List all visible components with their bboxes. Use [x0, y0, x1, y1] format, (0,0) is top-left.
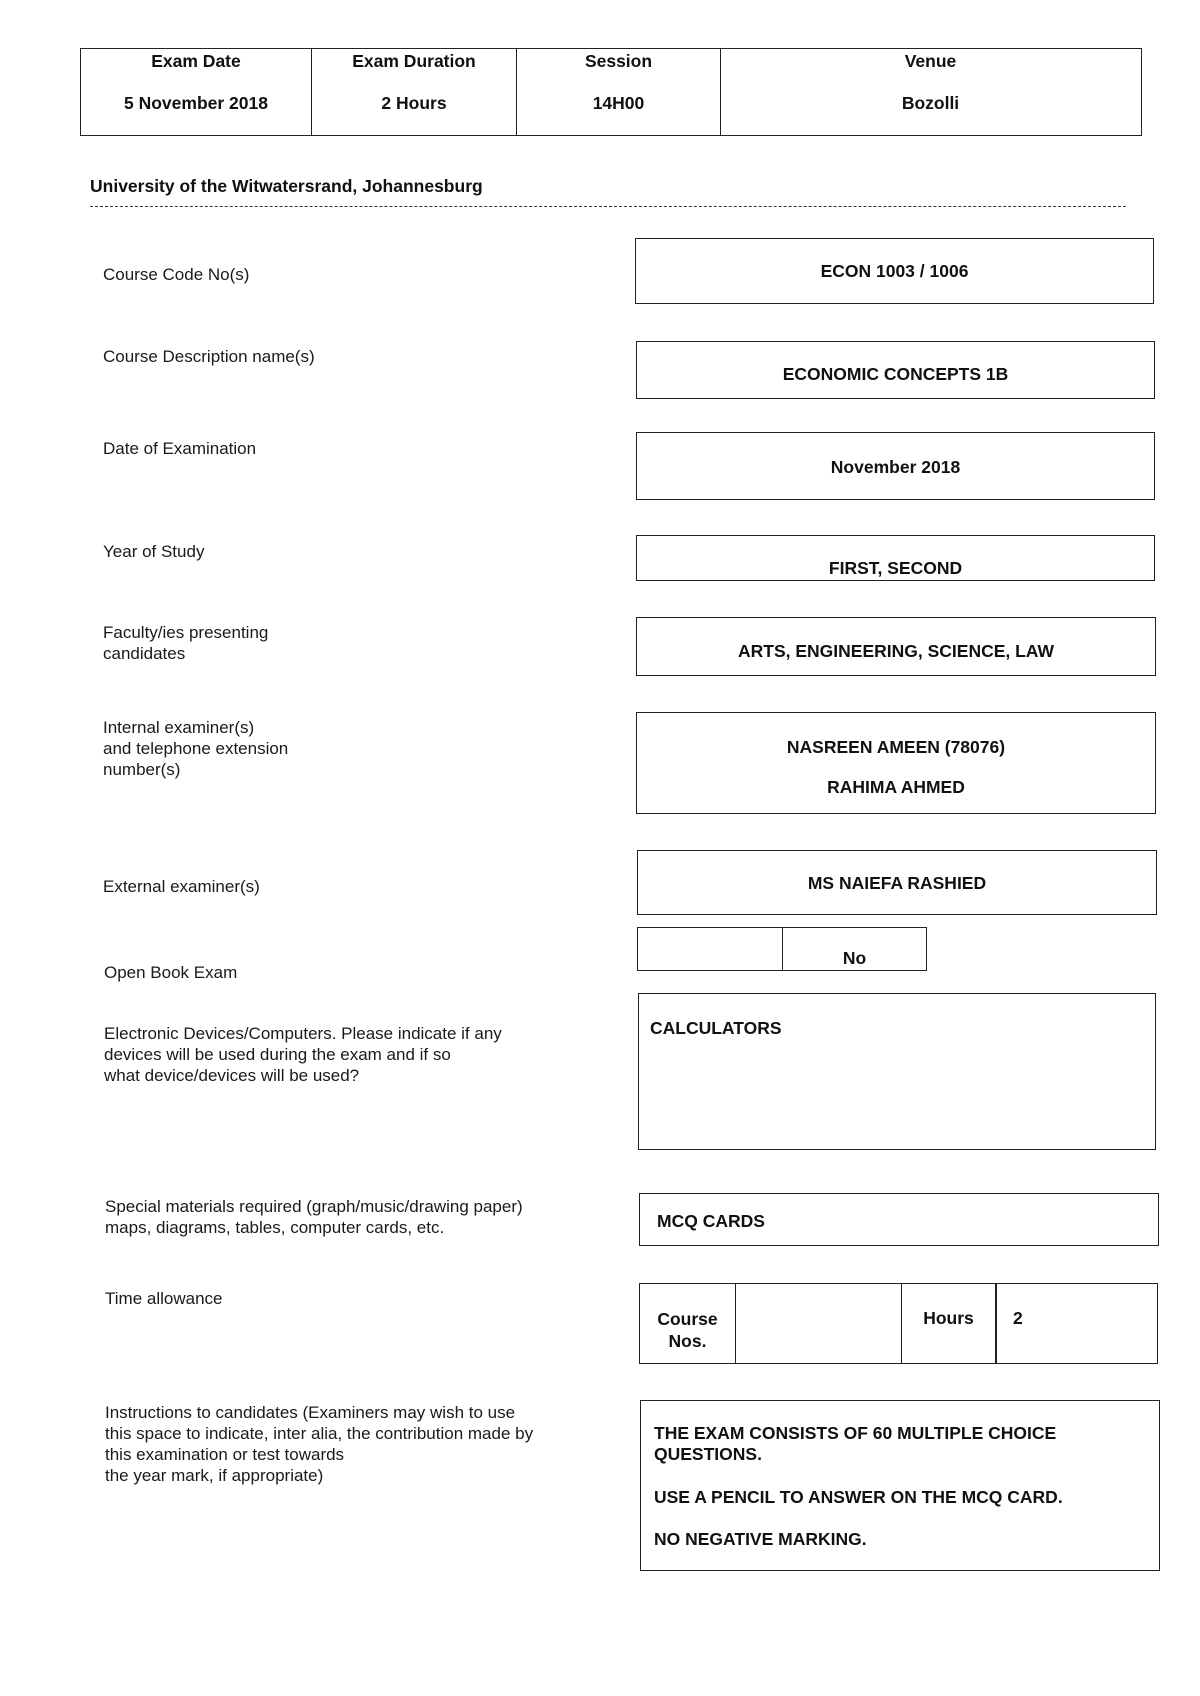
external-examiners-value: MS NAIEFA RASHIED [807, 873, 987, 893]
venue-cell [721, 49, 1140, 135]
year-of-study-label: Year of Study [103, 542, 205, 561]
exam-date-heading: Exam Date [151, 51, 241, 71]
dashed-divider [90, 206, 1126, 207]
university-name: University of the Witwatersrand, Johannesburg [90, 176, 483, 196]
open-book-yes-cell [638, 928, 782, 970]
session-value: 14H00 [592, 93, 645, 113]
special-materials-value: MCQ CARDS [657, 1211, 765, 1231]
exam-date-cell [81, 49, 312, 135]
electronic-devices-box [638, 993, 1156, 1150]
special-materials-box [639, 1193, 1159, 1246]
instruction-line-2: USE A PENCIL TO ANSWER ON THE MCQ CARD. [654, 1487, 1063, 1507]
hours-value: 2 [1013, 1308, 1023, 1328]
external-examiners-label: External examiner(s) [103, 877, 260, 896]
exam-header-table [80, 48, 1142, 136]
session-heading: Session [584, 51, 653, 71]
open-book-box [637, 927, 927, 971]
external-examiners-box [637, 850, 1157, 915]
electronic-devices-label: Electronic Devices/Computers. Please indicate if any devices will be used during the exam and if so what device/devices will be used? [104, 1024, 502, 1085]
faculties-box [636, 617, 1156, 676]
course-description-label: Course Description name(s) [103, 347, 315, 366]
course-description-value: ECONOMIC CONCEPTS 1B [782, 364, 1009, 384]
open-book-no-cell [783, 928, 926, 970]
internal-examiner-1: NASREEN AMEEN (78076) [786, 737, 1006, 757]
exam-duration-value: 2 Hours [381, 93, 447, 113]
time-divider-3 [995, 1284, 997, 1363]
exam-date-value: 5 November 2018 [124, 93, 268, 113]
course-nos-label: Course Nos. [657, 1309, 718, 1351]
course-code-label: Course Code No(s) [103, 265, 250, 284]
hours-label: Hours [923, 1308, 974, 1328]
internal-examiners-label: Internal examiner(s) and telephone extension number(s) [103, 718, 289, 779]
venue-heading: Venue [904, 51, 957, 71]
year-of-study-value: FIRST, SECOND [828, 558, 963, 578]
exam-date-box [636, 432, 1155, 500]
internal-examiners-box [636, 712, 1156, 814]
exam-duration-cell [312, 49, 517, 135]
instructions-label: Instructions to candidates (Examiners may wish to use this space to indicate, inter alia, the contribution made by this examination or test towards the year mark, if appropriate) [105, 1403, 534, 1485]
instructions-box [640, 1400, 1160, 1571]
instruction-line-1: THE EXAM CONSISTS OF 60 MULTIPLE CHOICE QUESTIONS. [654, 1423, 1057, 1464]
special-materials-label: Special materials required (graph/music/drawing paper) maps, diagrams, tables, computer cards, etc. [105, 1197, 523, 1237]
course-code-box [635, 238, 1154, 304]
course-code-value: ECON 1003 / 1006 [820, 261, 969, 281]
open-book-no-value: No [842, 948, 867, 968]
exam-duration-heading: Exam Duration [352, 51, 476, 71]
internal-examiner-2: RAHIMA AHMED [827, 777, 965, 797]
electronic-devices-value: CALCULATORS [650, 1018, 782, 1038]
time-allowance-table [639, 1283, 1158, 1364]
session-cell [517, 49, 721, 135]
time-divider-1 [735, 1284, 736, 1363]
open-book-label: Open Book Exam [104, 963, 238, 982]
exam-date-field-value: November 2018 [830, 457, 961, 477]
faculties-value: ARTS, ENGINEERING, SCIENCE, LAW [738, 641, 1054, 661]
year-of-study-box [636, 535, 1155, 581]
instruction-line-3: NO NEGATIVE MARKING. [654, 1529, 867, 1549]
venue-value: Bozolli [901, 93, 960, 113]
exam-date-label: Date of Examination [103, 439, 257, 458]
course-description-box [636, 341, 1155, 399]
faculties-label: Faculty/ies presenting candidates [103, 623, 269, 663]
time-allowance-label: Time allowance [105, 1289, 223, 1308]
